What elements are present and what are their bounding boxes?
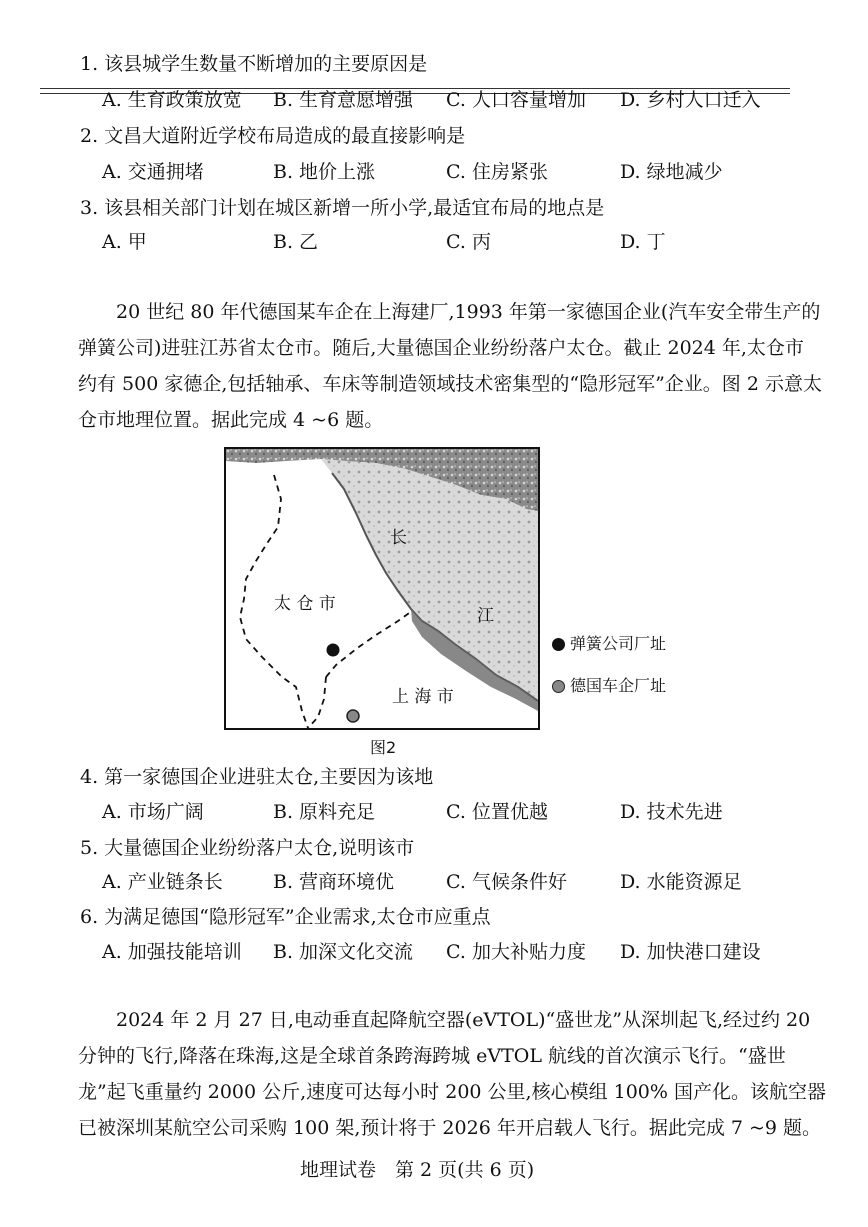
question-2-option-c: C. 住房紧张: [446, 161, 548, 183]
figure-caption: 图2: [370, 738, 397, 757]
legend-label: 德国车企厂址: [570, 676, 667, 695]
taicang-shanghai-boundary: [326, 611, 412, 677]
passage-line: 约有 500 家德企,包括轴承、车床等制造领域技术密集型的“隐形冠军”企业。图 2 示意太: [78, 373, 822, 395]
passage-line: 仓市地理位置。据此完成 4 ~6 题。: [78, 409, 384, 431]
boundary-south: [308, 677, 326, 728]
passage-line: 龙”起飞重量约 2000 公斤,速度可达每小时 200 公里,核心模组 100% 国产化。该航空器: [78, 1081, 826, 1103]
question-1-option-a: A. 生育政策放宽: [102, 89, 242, 111]
question-4-option-a: A. 市场广阔: [102, 801, 204, 823]
legend-car-company: [552, 676, 666, 696]
question-4-option-d: D. 技术先进: [620, 801, 723, 823]
question-3-option-c: C. 丙: [446, 231, 491, 253]
question-4-stem: 4. 第一家德国企业进驻太仓,主要因为该地: [80, 766, 434, 788]
passage-line: 分钟的飞行,降落在珠海,这是全球首条跨海跨城 eVTOL 航线的首次演示飞行。“盛世: [78, 1045, 786, 1067]
question-3-option-d: D. 丁: [620, 231, 666, 253]
question-2-option-a: A. 交通拥堵: [102, 161, 204, 183]
label-chang: 长: [390, 528, 407, 548]
question-3-stem: 3. 该县相关部门计划在城区新增一所小学,最适宜布局的地点是: [80, 197, 605, 219]
legend-spring-company: [552, 634, 666, 654]
page-footer: 地理试卷 第 2 页(共 6 页): [300, 1159, 535, 1181]
question-1-option-b: B. 生育意愿增强: [273, 89, 414, 111]
question-6-option-d: D. 加快港口建设: [620, 941, 761, 963]
question-6-stem: 6. 为满足德国“隐形冠军”企业需求,太仓市应重点: [80, 906, 491, 928]
question-6-option-b: B. 加深文化交流: [273, 941, 414, 963]
legend-label: 弹簧公司厂址: [570, 634, 667, 653]
question-5-stem: 5. 大量德国企业纷纷落户太仓,说明该市: [80, 837, 415, 859]
legend-dot-black: [552, 638, 565, 651]
question-1-option-d: D. 乡村人口迁入: [620, 89, 761, 111]
map-graphic: [226, 449, 538, 728]
question-6-option-a: A. 加强技能培训: [102, 941, 242, 963]
question-3-option-a: A. 甲: [102, 231, 147, 253]
label-jiang: 江: [477, 606, 494, 626]
passage-taicang: [78, 294, 822, 438]
label-taicang: 太 仓 市: [274, 594, 336, 614]
passage-line: 2024 年 2 月 27 日,电动垂直起降航空器(eVTOL)“盛世龙”从深圳起飞,经过约 20: [116, 1009, 811, 1031]
question-2-option-d: D. 绿地减少: [620, 161, 723, 183]
question-5-option-d: D. 水能资源足: [620, 871, 742, 893]
question-5-option-c: C. 气候条件好: [446, 871, 567, 893]
passage-line: 弹簧公司)进驻江苏省太仓市。随后,大量德国企业纷纷落户太仓。截止 2024 年,太仓市: [78, 337, 804, 359]
passage-line: 20 世纪 80 年代德国某车企在上海建厂,1993 年第一家德国企业(汽车安全带生产的: [116, 301, 821, 323]
spring-company-site: [327, 644, 340, 657]
question-2-option-b: B. 地价上涨: [273, 161, 376, 183]
label-shanghai: 上 海 市: [392, 687, 454, 707]
question-3-option-b: B. 乙: [273, 231, 319, 253]
passage-line: 已被深圳某航空公司采购 100 架,预计将于 2026 年开启载人飞行。据此完成 7 ~9 题。: [78, 1117, 822, 1139]
question-2-stem: 2. 文昌大道附近学校布局造成的最直接影响是: [80, 125, 466, 147]
legend-dot-gray: [552, 680, 565, 693]
question-5-option-a: A. 产业链条长: [102, 871, 223, 893]
question-4-option-c: C. 位置优越: [446, 801, 548, 823]
question-1-stem: 1. 该县城学生数量不断增加的主要原因是: [80, 53, 428, 75]
question-6-option-c: C. 加大补贴力度: [446, 941, 586, 963]
taicang-location-map: [224, 447, 540, 730]
question-1-option-c: C. 人口容量增加: [446, 89, 586, 111]
car-company-site: [347, 710, 359, 722]
question-4-option-b: B. 原料充足: [273, 801, 376, 823]
passage-evtol: [78, 1002, 826, 1146]
question-5-option-b: B. 营商环境优: [273, 871, 395, 893]
